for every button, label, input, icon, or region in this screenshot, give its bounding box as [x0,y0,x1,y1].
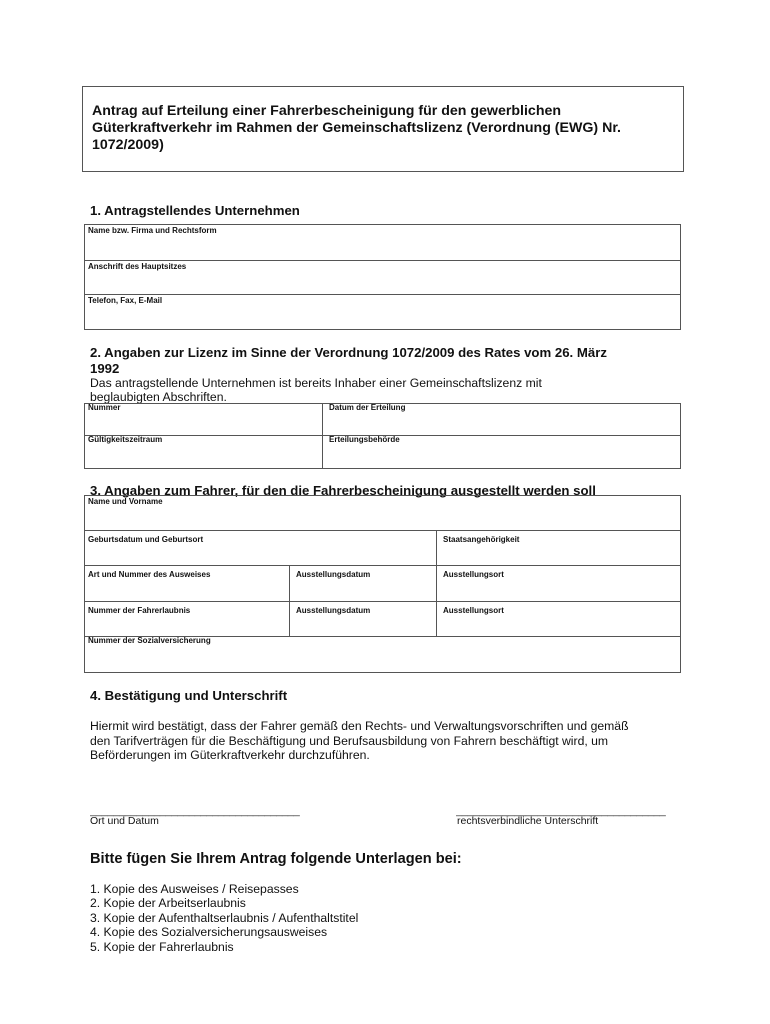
driver-id-label: Art und Nummer des Ausweises [88,570,211,579]
driver-license-issue-date-field[interactable] [290,602,437,637]
license-validity-field[interactable] [85,436,323,468]
section-2-text-line1: Das antragstellende Unternehmen ist bereits Inhaber einer Gemeinschaftslizenz mit [90,376,542,390]
driver-nationality-label: Staatsangehörigkeit [443,535,520,544]
driver-id-issue-place-label: Ausstellungsort [443,570,504,579]
company-contact-field[interactable] [85,295,680,329]
driver-social-security-label: Nummer der Sozialversicherung [88,636,211,645]
attachment-item: 3. Kopie der Aufenthaltserlaubnis / Aufenthaltstitel [90,910,359,925]
attachment-item: 1. Kopie des Ausweises / Reisepasses [90,882,299,896]
driver-birth-field[interactable] [85,531,437,566]
license-authority-label: Erteilungsbehörde [329,435,400,444]
place-date-label: Ort und Datum [90,815,159,827]
driver-name-label: Name und Vorname [88,497,163,506]
page-title: Antrag auf Erteilung einer Fahrerbescheinigung für den gewerblichen Güterkraftverkehr im Rahmen der Gemeinschaftslizenz (Verordnung (EWG) Nr. 1072/2009) [92,103,622,153]
driver-license-no-label: Nummer der Fahrerlaubnis [88,606,191,615]
company-address-field[interactable] [85,261,680,295]
driver-birth-label: Geburtsdatum und Geburtsort [88,535,204,544]
license-number-label: Nummer [88,403,121,412]
driver-license-no-field[interactable] [85,602,290,637]
driver-id-issue-date-field[interactable] [290,566,437,602]
place-date-line[interactable]: ____________________________________ [90,805,300,817]
title-box [82,86,684,172]
confirmation-text-line2: den Tarifverträgen für die Beschäftigung und Berufsausbildung von Fahrern beschäftigt wird, um [90,734,609,748]
driver-table [84,495,681,673]
driver-nationality-field[interactable] [437,531,680,566]
company-name-label: Name bzw. Firma und Rechtsform [88,226,217,235]
driver-name-field[interactable] [85,496,680,531]
section-1-heading: 1. Antragstellendes Unternehmen [90,203,300,218]
section-2-text-line2: beglaubigten Abschriften. [90,390,227,404]
attachment-item: 2. Kopie der Arbeitserlaubnis [90,896,246,911]
driver-license-issue-place-field[interactable] [437,602,680,637]
company-name-field[interactable] [85,225,680,261]
driver-license-issue-place-label: Ausstellungsort [443,606,504,615]
driver-id-issue-date-label: Ausstellungsdatum [296,570,371,579]
company-table [84,224,681,330]
license-validity-label: Gültigkeitszeitraum [88,435,163,444]
attachment-item: 4. Kopie des Sozialversicherungsausweises [90,925,328,940]
driver-id-field[interactable] [85,566,290,602]
license-number-field[interactable] [85,404,323,436]
attachments-list [90,882,358,954]
company-contact-label: Telefon, Fax, E-Mail [88,296,163,305]
license-table [84,403,681,469]
signature-label: rechtsverbindliche Unterschrift [457,815,599,827]
driver-license-issue-date-label: Ausstellungsdatum [296,606,371,615]
section-2-heading-line2: 1992 [90,361,120,376]
license-authority-field[interactable] [323,436,680,468]
driver-social-security-field[interactable] [85,637,680,672]
license-issue-date-label: Datum der Erteilung [329,403,406,412]
section-3-heading: 3. Angaben zum Fahrer, für den die Fahrerbescheinigung ausgestellt werden soll [90,483,596,498]
confirmation-text-line1: Hiermit wird bestätigt, dass der Fahrer gemäß den Rechts- und Verwaltungsvorschriften und gemäß [90,719,629,733]
driver-id-issue-place-field[interactable] [437,566,680,602]
attachment-item: 5. Kopie der Fahrerlaubnis [90,939,234,954]
attachments-heading: Bitte fügen Sie Ihrem Antrag folgende Unterlagen bei: [90,851,462,867]
section-2-heading-line1: 2. Angaben zur Lizenz im Sinne der Verordnung 1072/2009 des Rates vom 26. März [90,345,607,360]
section-4-heading: 4. Bestätigung und Unterschrift [90,688,288,703]
signature-line[interactable]: ____________________________________ [456,805,666,817]
license-issue-date-field[interactable] [323,404,680,436]
confirmation-text-line3: Beförderungen im Güterkraftverkehr durchzuführen. [90,748,370,762]
company-address-label: Anschrift des Hauptsitzes [88,262,187,271]
